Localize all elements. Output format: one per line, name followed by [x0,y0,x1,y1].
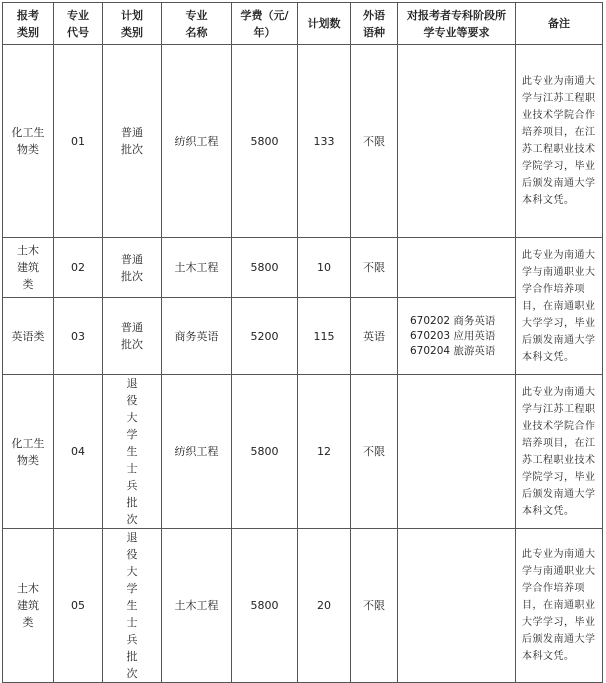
language-cell: 不限 [351,375,398,529]
count-cell: 133 [298,45,351,238]
table-row [3,298,603,375]
code-cell: 03 [54,298,103,375]
category-cell: 土木建筑类 [3,238,54,298]
count-cell: 20 [298,529,351,683]
major-cell: 商务英语 [162,298,232,375]
language-cell: 不限 [351,238,398,298]
major-cell: 纺织工程 [162,45,232,238]
plan-type-cell: 退役大学生士兵批次 [103,529,162,683]
language-cell: 英语 [351,298,398,375]
fee-cell: 5800 [232,529,298,683]
header-fee: 学费（元/年） [232,3,298,45]
header-count: 计划数 [298,3,351,45]
requirement-cell [398,238,516,298]
requirement-cell [398,45,516,238]
note-cell: 此专业为南通大学与江苏工程职业技术学院合作培养项目，在江苏工程职业技术学院学习，毕业后颁发南通大学本科文凭。 [516,375,603,529]
category-cell: 化工生物类 [3,375,54,529]
language-cell: 不限 [351,45,398,238]
enrollment-plan-table [2,2,603,683]
major-cell: 土木工程 [162,529,232,683]
table-row [3,529,603,683]
fee-cell: 5800 [232,375,298,529]
code-cell: 04 [54,375,103,529]
plan-type-cell: 普通批次 [103,238,162,298]
note-cell: 此专业为南通大学与南通职业大学合作培养项目，在南通职业大学学习，毕业后颁发南通大学本科文凭。 [516,238,603,375]
header-major: 专业名称 [162,3,232,45]
requirement-cell [398,298,516,375]
category-cell: 英语类 [3,298,54,375]
count-cell: 115 [298,298,351,375]
code-cell: 05 [54,529,103,683]
requirement-cell [398,375,516,529]
count-cell: 12 [298,375,351,529]
header-notes: 备注 [516,3,603,45]
header-code: 专业代号 [54,3,103,45]
fee-cell: 5800 [232,45,298,238]
language-cell: 不限 [351,529,398,683]
category-cell: 化工生物类 [3,45,54,238]
fee-cell: 5800 [232,238,298,298]
note-cell: 此专业为南通大学与江苏工程职业技术学院合作培养项目，在江苏工程职业技术学院学习，毕业后颁发南通大学本科文凭。 [516,45,603,238]
major-cell: 纺织工程 [162,375,232,529]
requirement-cell [398,529,516,683]
header-language: 外语语种 [351,3,398,45]
header-requirement: 对报考者专科阶段所学专业等要求 [398,3,516,45]
requirement-item: 670202 商务英语 [410,314,496,327]
plan-type-cell: 普通批次 [103,298,162,375]
table-row [3,45,603,238]
requirement-item: 670204 旅游英语 [410,344,496,357]
major-cell: 土木工程 [162,238,232,298]
plan-type-cell: 普通批次 [103,45,162,238]
table-row [3,375,603,529]
header-plan-type: 计划类别 [103,3,162,45]
code-cell: 02 [54,238,103,298]
header-category: 报考类别 [3,3,54,45]
note-cell: 此专业为南通大学与南通职业大学合作培养项目，在南通职业大学学习，毕业后颁发南通大学本科文凭。 [516,529,603,683]
code-cell: 01 [54,45,103,238]
category-cell: 土木建筑类 [3,529,54,683]
plan-type-cell: 退役大学生士兵批次 [103,375,162,529]
count-cell: 10 [298,238,351,298]
fee-cell: 5200 [232,298,298,375]
requirement-item: 670203 应用英语 [410,329,496,342]
header-row [3,3,603,45]
table-row [3,238,603,298]
